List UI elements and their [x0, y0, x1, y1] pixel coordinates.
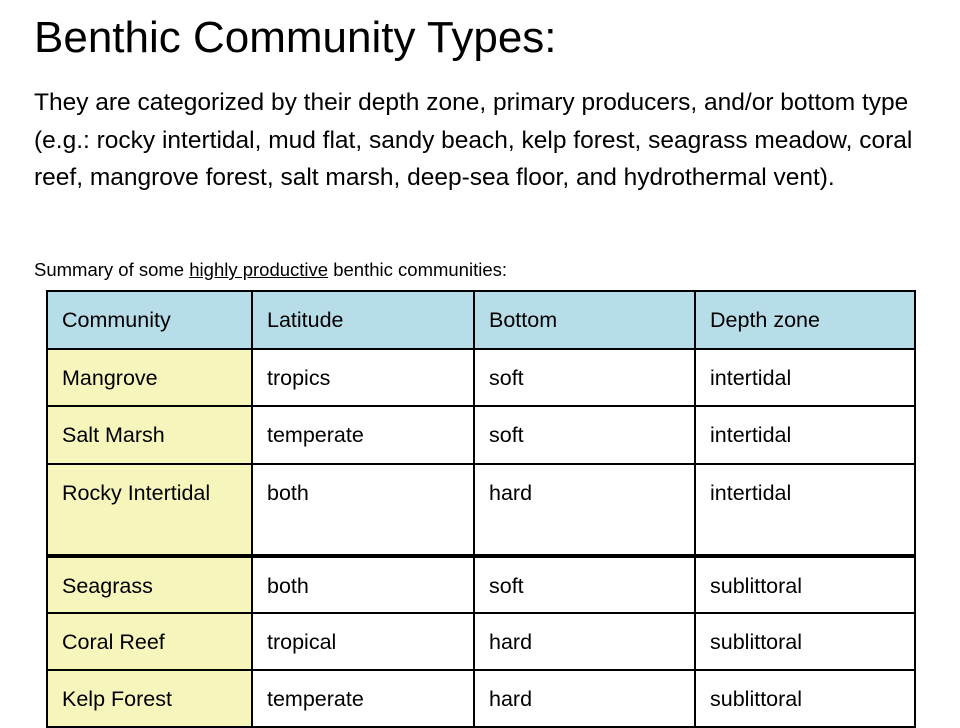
table-row [47, 613, 915, 670]
cell-latitude: temperate [252, 406, 474, 464]
cell-community: Coral Reef [47, 613, 252, 670]
table-row [47, 556, 915, 613]
cell-latitude: both [252, 464, 474, 556]
cell-bottom: soft [474, 556, 695, 613]
table-row [47, 464, 915, 556]
cell-bottom: soft [474, 406, 695, 464]
header-community: Community [47, 291, 252, 349]
cell-community: Kelp Forest [47, 670, 252, 727]
cell-community: Seagrass [47, 556, 252, 613]
header-latitude: Latitude [252, 291, 474, 349]
cell-bottom: hard [474, 670, 695, 727]
cell-bottom: hard [474, 464, 695, 556]
cell-depth-zone: intertidal [695, 349, 915, 406]
table-row [47, 406, 915, 464]
cell-community: Rocky Intertidal [47, 464, 252, 556]
cell-bottom: hard [474, 613, 695, 670]
cell-latitude: temperate [252, 670, 474, 727]
cell-latitude: tropics [252, 349, 474, 406]
cell-community: Salt Marsh [47, 406, 252, 464]
header-depth-zone: Depth zone [695, 291, 915, 349]
caption-prefix: Summary of some [34, 259, 190, 280]
cell-depth-zone: sublittoral [695, 670, 915, 727]
cell-latitude: both [252, 556, 474, 613]
table-caption [34, 257, 507, 283]
cell-depth-zone: sublittoral [695, 556, 915, 613]
cell-latitude: tropical [252, 613, 474, 670]
table-row [47, 349, 915, 406]
table-row [47, 670, 915, 727]
table-header-row [47, 291, 915, 349]
page-title: Benthic Community Types: [34, 13, 557, 62]
cell-depth-zone: sublittoral [695, 613, 915, 670]
cell-depth-zone: intertidal [695, 464, 915, 556]
caption-emphasis: highly productive [189, 259, 329, 280]
cell-bottom: soft [474, 349, 695, 406]
header-bottom: Bottom [474, 291, 695, 349]
benthic-communities-table [46, 290, 916, 728]
caption-suffix: benthic communities: [328, 259, 508, 280]
cell-depth-zone: intertidal [695, 406, 915, 464]
intro-paragraph: They are categorized by their depth zone, primary producers, and/or bottom type (e.g.: rocky intertidal, mud flat, sandy beach, kelp forest, seagrass meadow, coral reef, mangrove forest, salt marsh, deep-sea floor, and hydrothermal vent). [34, 89, 913, 191]
cell-community: Mangrove [47, 349, 252, 406]
